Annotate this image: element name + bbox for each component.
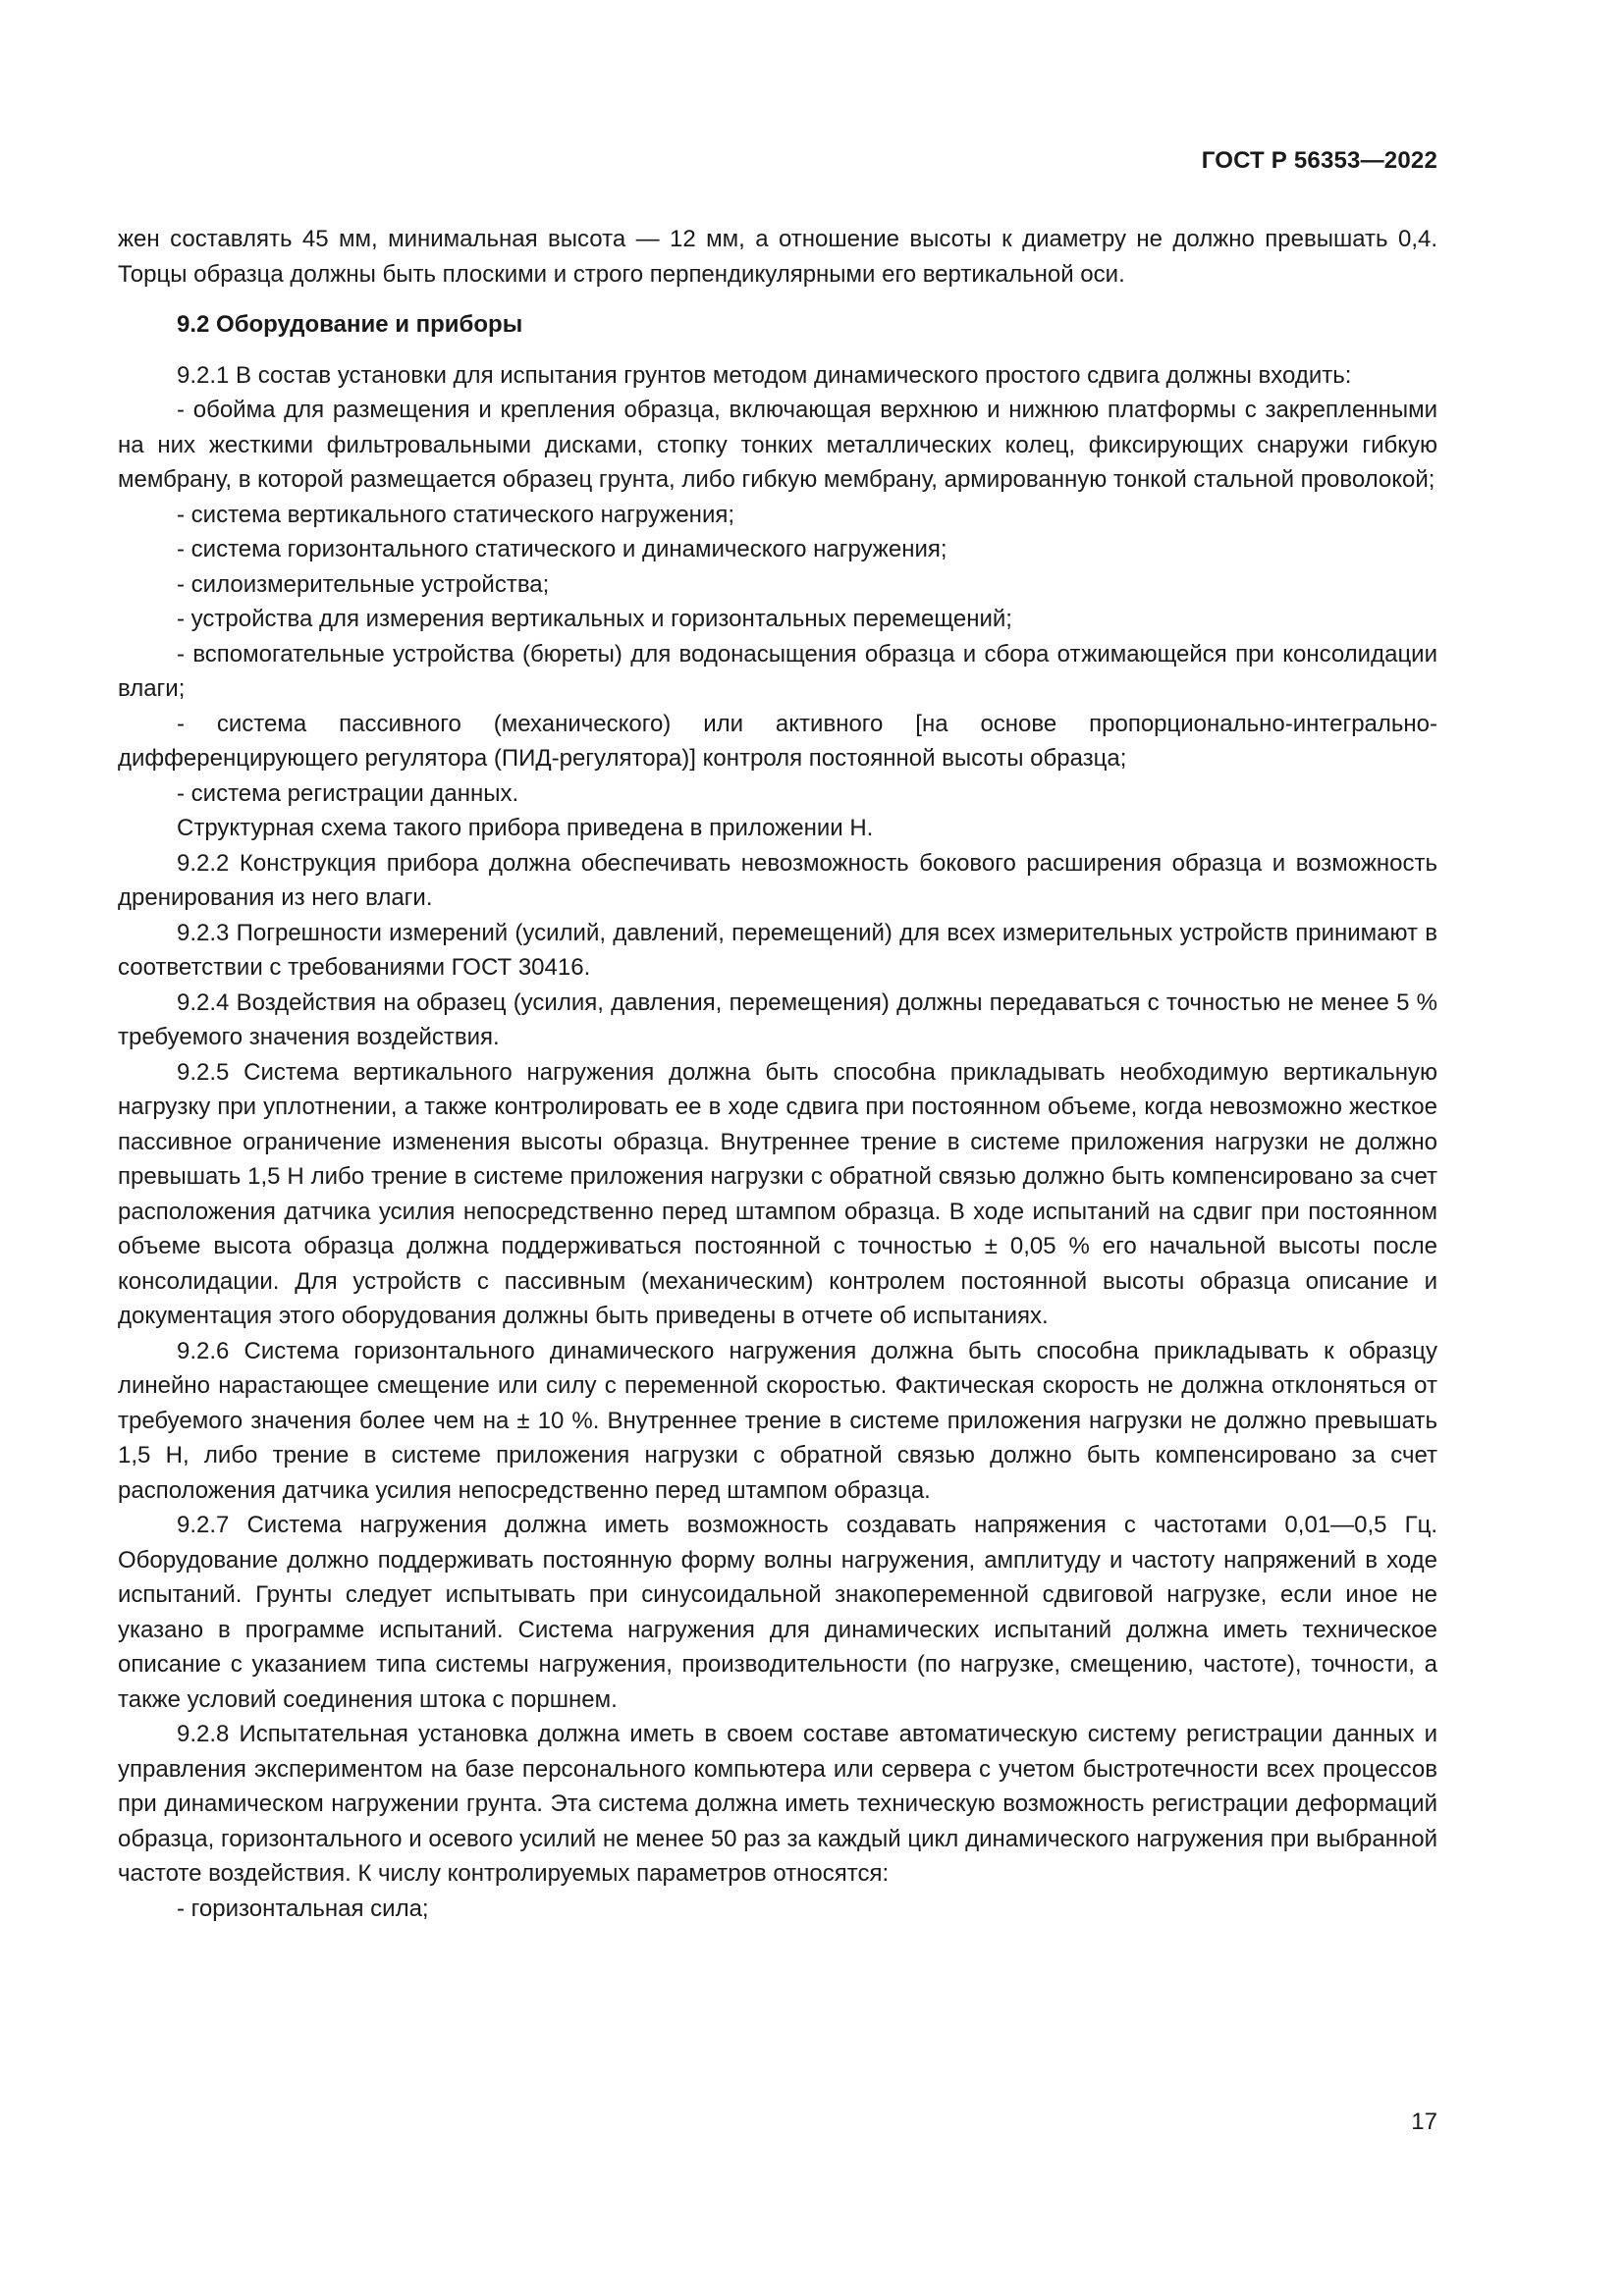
paragraph-9-2-4: 9.2.4 Воздействия на образец (усилия, давления, перемещения) должны передаваться с точностью не менее 5 % требуемого значения воздействия. (118, 988, 1437, 1050)
section-heading-9-2: 9.2 Оборудование и приборы (177, 311, 523, 338)
list-item-force-measuring: - силоизмерительные устройства; (177, 570, 550, 598)
list-item-holder: - обойма для размещения и крепления образца, включающая верхнюю и нижнюю платформы с закрепленными на них жесткими фильтровальными дисками, стопку тонких металлических колец, фиксирующих снаружи гибкую мембрану, в которой размещается образец грунта, либо гибкую мембрану, армированную тонкой стальной проволокой; (118, 397, 1437, 493)
list-item-horizontal-loading: - система горизонтального статического и динамического нагружения; (177, 536, 947, 562)
paragraph-continuation: жен составлять 45 мм, минимальная высота — 12 мм, а отношение высоты к диаметру не должно превышать 0,4. Торцы образца должны быть плоскими и строго перпендикулярными его вертикальной оси. (118, 226, 1437, 288)
list-item-vertical-loading: - система вертикального статического нагружения; (177, 501, 735, 528)
list-item-displacement-measuring: - устройства для измерения вертикальных и горизонтальных перемещений; (177, 606, 1012, 632)
list-item-height-control: - система пассивного (механического) или активного [на основе пропорционально-интегрально-дифференцирующего регулятора (ПИД-регулятора)] контроля постоянной высоты образца; (118, 710, 1437, 772)
standard-code-header: ГОСТ Р 56353—2022 (1201, 147, 1437, 174)
paragraph-9-2-2: 9.2.2 Конструкция прибора должна обеспечивать невозможность бокового расширения образца и возможность дренирования из него влаги. (118, 849, 1437, 911)
paragraph-9-2-1: 9.2.1 В состав установки для испытания грунтов методом динамического простого сдвига должны входить: (177, 361, 1352, 389)
list-item-horizontal-force: - горизонтальная сила; (177, 1895, 429, 1922)
page-number: 17 (1411, 2109, 1437, 2135)
paragraph-9-2-7: 9.2.7 Система нагружения должна иметь возможность создавать напряжения с частотами 0,01—0,5 Гц. Оборудование должно поддерживать постоянную форму волны нагружения, амплитуду и частоту напряжений в ходе испытаний. Грунты следует испытывать при синусоидальной знакопеременной сдвиговой нагрузке, если иное не указано в программе испытаний. Система нагружения для динамических испытаний должна иметь техническое описание с указанием типа системы нагружения, производительности (по нагрузке, смещению, частоте), точности, а также условий соединения штока с поршнем. (118, 1512, 1437, 1713)
paragraph-scheme-reference: Структурная схема такого прибора приведена в приложении Н. (177, 815, 874, 841)
list-item-auxiliary-devices: - вспомогательные устройства (бюреты) для водонасыщения образца и сбора отжимающейся при консолидации влаги; (118, 640, 1437, 702)
document-body (118, 222, 1437, 1926)
paragraph-9-2-5: 9.2.5 Система вертикального нагружения должна быть способна прикладывать необходимую вертикальную нагрузку при уплотнении, а также контролировать ее в ходе сдвига при постоянном объеме, когда невозможно жесткое пассивное ограничение изменения высоты образца. Внутреннее трение в системе приложения нагрузки не должно превышать 1,5 Н либо трение в системе приложения нагрузки с обратной связью должно быть компенсировано за счет расположения датчика усилия непосредственно перед штампом образца. В ходе испытаний на сдвиг при постоянном объеме высота образца должна поддерживаться постоянной с точностью ± 0,05 % его начальной высоты после консолидации. Для устройств с пассивным (механическим) контролем постоянной высоты образца описание и документация этого оборудования должны быть приведены в отчете об испытаниях. (118, 1058, 1437, 1329)
paragraph-9-2-6: 9.2.6 Система горизонтального динамического нагружения должна быть способна прикладывать к образцу линейно нарастающее смещение или силу с переменной скоростью. Фактическая скорость не должна отклоняться от требуемого значения более чем на ± 10 %. Внутреннее трение в системе приложения нагрузки не должно превышать 1,5 Н, либо трение в системе приложения нагрузки с обратной связью должно быть компенсировано за счет расположения датчика усилия непосредственно перед штампом образца. (118, 1337, 1437, 1504)
paragraph-9-2-3: 9.2.3 Погрешности измерений (усилий, давлений, перемещений) для всех измерительных устройств принимают в соответствии с требованиями ГОСТ 30416. (118, 919, 1437, 981)
paragraph-9-2-8: 9.2.8 Испытательная установка должна иметь в своем составе автоматическую систему регистрации данных и управления экспериментом на базе персонального компьютера или сервера с учетом быстротечности всех процессов при динамическом нагружении грунта. Эта система должна иметь техническую возможность регистрации деформаций образца, горизонтального и осевого усилий не менее 50 раз за каждый цикл динамического нагружения при выбранной частоте воздействия. К числу контролируемых параметров относятся: (118, 1721, 1437, 1887)
list-item-data-registration: - система регистрации данных. (177, 779, 519, 807)
